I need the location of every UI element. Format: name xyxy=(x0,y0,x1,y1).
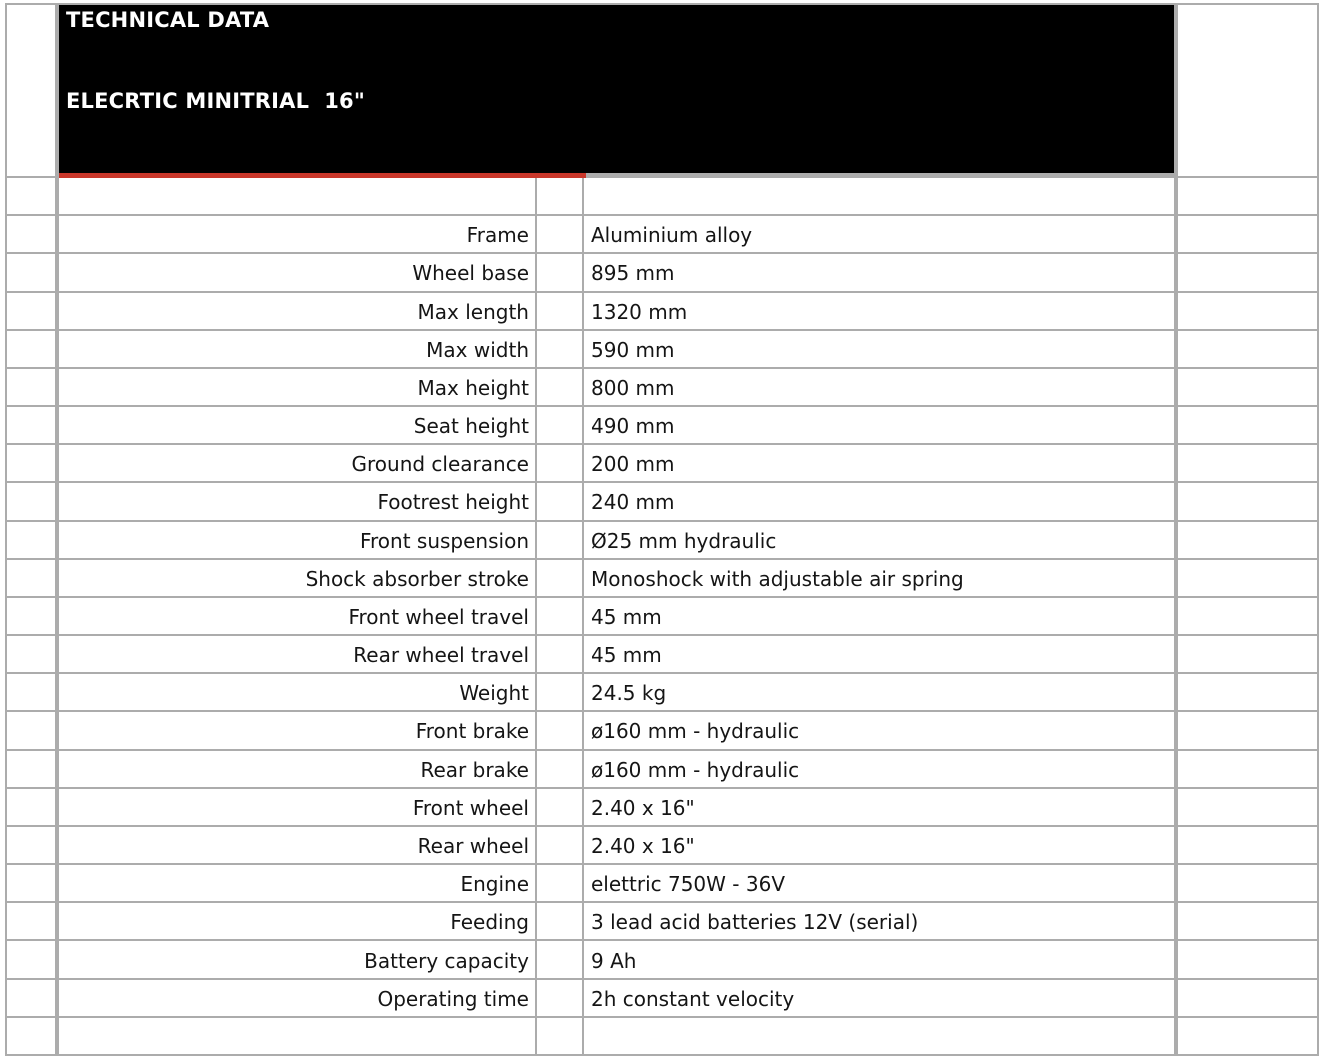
gutter-cell xyxy=(1178,407,1317,445)
spec-label-cell xyxy=(59,483,537,519)
spec-spacer-cell xyxy=(537,293,584,329)
spec-spacer-cell xyxy=(537,560,584,596)
spec-spacer-cell xyxy=(537,369,584,405)
spec-row xyxy=(59,751,1174,789)
spec-row xyxy=(59,865,1174,903)
spec-label-cell xyxy=(59,636,537,672)
gutter-cell xyxy=(1178,254,1317,292)
gutter-cell xyxy=(7,216,55,254)
spec-rows xyxy=(59,178,1174,1054)
gutter-cell xyxy=(7,827,55,865)
spec-label: Weight xyxy=(459,681,529,706)
spec-value: 2.40 x 16" xyxy=(591,834,695,858)
spec-label: Rear wheel xyxy=(417,834,529,858)
spec-spacer-cell xyxy=(537,789,584,825)
gutter-cell xyxy=(7,331,55,369)
gutter-cell xyxy=(1178,674,1317,712)
spec-value-cell xyxy=(584,369,1174,405)
spec-value: 590 mm xyxy=(591,337,675,362)
spec-value-cell xyxy=(584,522,1174,558)
spec-row xyxy=(59,941,1174,979)
spec-row xyxy=(59,254,1174,292)
banner-title-line1: TECHNICAL DATA xyxy=(66,8,270,32)
spec-label: Frame xyxy=(466,223,529,248)
spec-value: 3 lead acid batteries 12V (serial) xyxy=(591,910,919,935)
title-banner-text xyxy=(66,0,365,169)
spec-spacer-cell xyxy=(537,712,584,748)
spec-value-cell xyxy=(584,636,1174,672)
spec-value-cell xyxy=(584,560,1174,596)
title-banner xyxy=(59,5,1174,173)
gutter-cell xyxy=(7,751,55,789)
spec-row xyxy=(59,980,1174,1018)
spec-label-cell xyxy=(59,674,537,710)
spec-value-cell xyxy=(584,407,1174,443)
spec-label-cell xyxy=(59,712,537,748)
spec-value: 490 mm xyxy=(591,414,675,439)
spec-spacer-cell xyxy=(537,216,584,252)
spec-row xyxy=(59,407,1174,445)
spec-value: 2.40 x 16" xyxy=(591,795,695,820)
spec-value: Ø25 mm hydraulic xyxy=(591,528,777,553)
gutter-cell xyxy=(7,1018,55,1054)
gutter-cell xyxy=(1178,827,1317,865)
spec-value: 800 mm xyxy=(591,375,675,400)
spec-label-cell xyxy=(59,903,537,939)
spec-label: Feeding xyxy=(450,910,529,935)
spec-label: Ground clearance xyxy=(351,452,529,477)
technical-data-table xyxy=(57,3,1176,1056)
spec-value-cell xyxy=(584,941,1174,977)
spec-value: 45 mm xyxy=(591,643,662,668)
spec-value-cell xyxy=(584,483,1174,519)
spec-label: Engine xyxy=(460,872,529,897)
spec-spacer-cell xyxy=(537,445,584,481)
spec-row xyxy=(59,331,1174,369)
spec-spacer-cell xyxy=(537,1018,584,1054)
spec-value: 9 Ah xyxy=(591,948,637,973)
spec-spacer-cell xyxy=(537,331,584,367)
spec-label: Shock absorber stroke xyxy=(305,566,529,591)
spec-label-cell xyxy=(59,560,537,596)
spec-label-cell xyxy=(59,751,537,787)
spec-value-cell xyxy=(584,712,1174,748)
gutter-cell xyxy=(7,598,55,636)
spec-value-cell xyxy=(584,216,1174,252)
gutter-cell xyxy=(7,407,55,445)
spec-spacer-cell xyxy=(537,407,584,443)
spec-label: Max length xyxy=(417,299,529,324)
left-gutter-column xyxy=(5,3,57,1056)
gutter-cell xyxy=(1178,636,1317,674)
spec-label: Rear brake xyxy=(420,757,529,782)
spec-row xyxy=(59,293,1174,331)
spec-value-cell xyxy=(584,293,1174,329)
spec-value-cell xyxy=(584,980,1174,1016)
spec-row xyxy=(59,445,1174,483)
spec-value-cell xyxy=(584,865,1174,901)
spec-value-cell xyxy=(584,827,1174,863)
gutter-cell xyxy=(7,483,55,521)
spec-value: 45 mm xyxy=(591,604,662,629)
spec-row xyxy=(59,369,1174,407)
gutter-cell xyxy=(1178,5,1317,178)
spec-row xyxy=(59,598,1174,636)
spec-label: Seat height xyxy=(413,414,529,439)
spec-spacer-cell xyxy=(537,751,584,787)
gutter-cell xyxy=(1178,522,1317,560)
gutter-cell xyxy=(1178,941,1317,979)
spec-value-cell xyxy=(584,903,1174,939)
gutter-cell xyxy=(7,445,55,483)
spec-spacer-cell xyxy=(537,674,584,710)
gutter-cell xyxy=(1178,483,1317,521)
spec-spacer-cell xyxy=(537,903,584,939)
spec-label-cell xyxy=(59,254,537,290)
spec-label-cell xyxy=(59,522,537,558)
spec-label-cell xyxy=(59,407,537,443)
spec-label: Operating time xyxy=(377,986,529,1011)
spec-row xyxy=(59,178,1174,216)
spec-row xyxy=(59,903,1174,941)
spec-label-cell xyxy=(59,598,537,634)
gutter-cell xyxy=(1178,331,1317,369)
gutter-cell xyxy=(1178,712,1317,750)
spec-value: 2h constant velocity xyxy=(591,986,795,1011)
gutter-cell xyxy=(1178,293,1317,331)
spec-value: 24.5 kg xyxy=(591,681,667,706)
spec-row xyxy=(59,1018,1174,1054)
gutter-cell xyxy=(1178,369,1317,407)
gutter-cell xyxy=(7,254,55,292)
spec-spacer-cell xyxy=(537,980,584,1016)
gutter-cell xyxy=(7,865,55,903)
gutter-cell xyxy=(7,293,55,331)
gutter-cell xyxy=(1178,178,1317,216)
spec-label: Max width xyxy=(426,337,529,362)
gutter-cell xyxy=(7,369,55,407)
banner-title-line2: ELECRTIC MINITRIAL 16" xyxy=(66,89,365,113)
spec-label-cell xyxy=(59,941,537,977)
gutter-cell xyxy=(7,560,55,598)
right-gutter-column xyxy=(1176,3,1319,1056)
gutter-cell xyxy=(7,178,55,216)
gutter-cell xyxy=(7,941,55,979)
spec-value: elettric 750W - 36V xyxy=(591,872,785,897)
spec-spacer-cell xyxy=(537,254,584,290)
spec-label: Max height xyxy=(417,375,529,400)
spec-row xyxy=(59,827,1174,865)
gutter-cell xyxy=(7,980,55,1018)
spec-value-cell xyxy=(584,178,1174,214)
spec-label-cell xyxy=(59,445,537,481)
spec-value: Aluminium alloy xyxy=(591,223,753,248)
gutter-cell xyxy=(1178,980,1317,1018)
gutter-cell xyxy=(7,903,55,941)
spec-value-cell xyxy=(584,1018,1174,1054)
spec-spacer-cell xyxy=(537,483,584,519)
spec-label: Front brake xyxy=(415,719,529,744)
spec-label-cell xyxy=(59,369,537,405)
spec-label: Footrest height xyxy=(377,490,529,515)
spec-label: Front wheel xyxy=(412,795,529,820)
gutter-cell xyxy=(1178,216,1317,254)
spec-value: 240 mm xyxy=(591,490,675,515)
gutter-cell xyxy=(7,636,55,674)
gutter-cell xyxy=(7,712,55,750)
spec-spacer-cell xyxy=(537,522,584,558)
gutter-cell xyxy=(1178,598,1317,636)
gutter-cell xyxy=(1178,1018,1317,1054)
spec-row xyxy=(59,560,1174,598)
spec-value: 200 mm xyxy=(591,452,675,477)
spec-row xyxy=(59,674,1174,712)
spec-spacer-cell xyxy=(537,636,584,672)
spec-label: Front wheel travel xyxy=(348,604,529,629)
spec-value-cell xyxy=(584,751,1174,787)
spec-value-cell xyxy=(584,598,1174,634)
gutter-cell xyxy=(1178,789,1317,827)
spec-value-cell xyxy=(584,254,1174,290)
spec-value: 895 mm xyxy=(591,261,675,286)
spec-label-cell xyxy=(59,331,537,367)
gutter-cell xyxy=(1178,865,1317,903)
spec-value: 1320 mm xyxy=(591,299,688,324)
gutter-cell xyxy=(7,522,55,560)
gutter-cell xyxy=(1178,445,1317,483)
spec-row xyxy=(59,216,1174,254)
gutter-cell xyxy=(7,789,55,827)
spec-label: Front suspension xyxy=(359,528,529,553)
spec-label-cell xyxy=(59,1018,537,1054)
spec-spacer-cell xyxy=(537,827,584,863)
spec-label-cell xyxy=(59,789,537,825)
spec-value: ø160 mm - hydraulic xyxy=(591,757,800,782)
gutter-cell xyxy=(1178,903,1317,941)
spec-value: Monoshock with adjustable air spring xyxy=(591,566,964,591)
spec-row xyxy=(59,712,1174,750)
spec-row xyxy=(59,483,1174,521)
gutter-cell xyxy=(1178,751,1317,789)
spec-label: Rear wheel travel xyxy=(353,643,529,668)
spec-value-cell xyxy=(584,445,1174,481)
spec-value: ø160 mm - hydraulic xyxy=(591,719,800,744)
spec-label-cell xyxy=(59,865,537,901)
spec-row xyxy=(59,789,1174,827)
spec-value-cell xyxy=(584,789,1174,825)
spec-row xyxy=(59,636,1174,674)
spec-label-cell xyxy=(59,980,537,1016)
gutter-cell xyxy=(7,674,55,712)
spec-spacer-cell xyxy=(537,598,584,634)
spec-spacer-cell xyxy=(537,941,584,977)
spec-value-cell xyxy=(584,674,1174,710)
spec-spacer-cell xyxy=(537,178,584,214)
gutter-cell xyxy=(7,5,55,178)
spec-label: Wheel base xyxy=(412,261,529,286)
spec-label: Battery capacity xyxy=(364,948,529,973)
spec-label-cell xyxy=(59,827,537,863)
spec-spacer-cell xyxy=(537,865,584,901)
spec-label-cell xyxy=(59,178,537,214)
spec-label-cell xyxy=(59,216,537,252)
spec-row xyxy=(59,522,1174,560)
spec-value-cell xyxy=(584,331,1174,367)
spec-label-cell xyxy=(59,293,537,329)
gutter-cell xyxy=(1178,560,1317,598)
